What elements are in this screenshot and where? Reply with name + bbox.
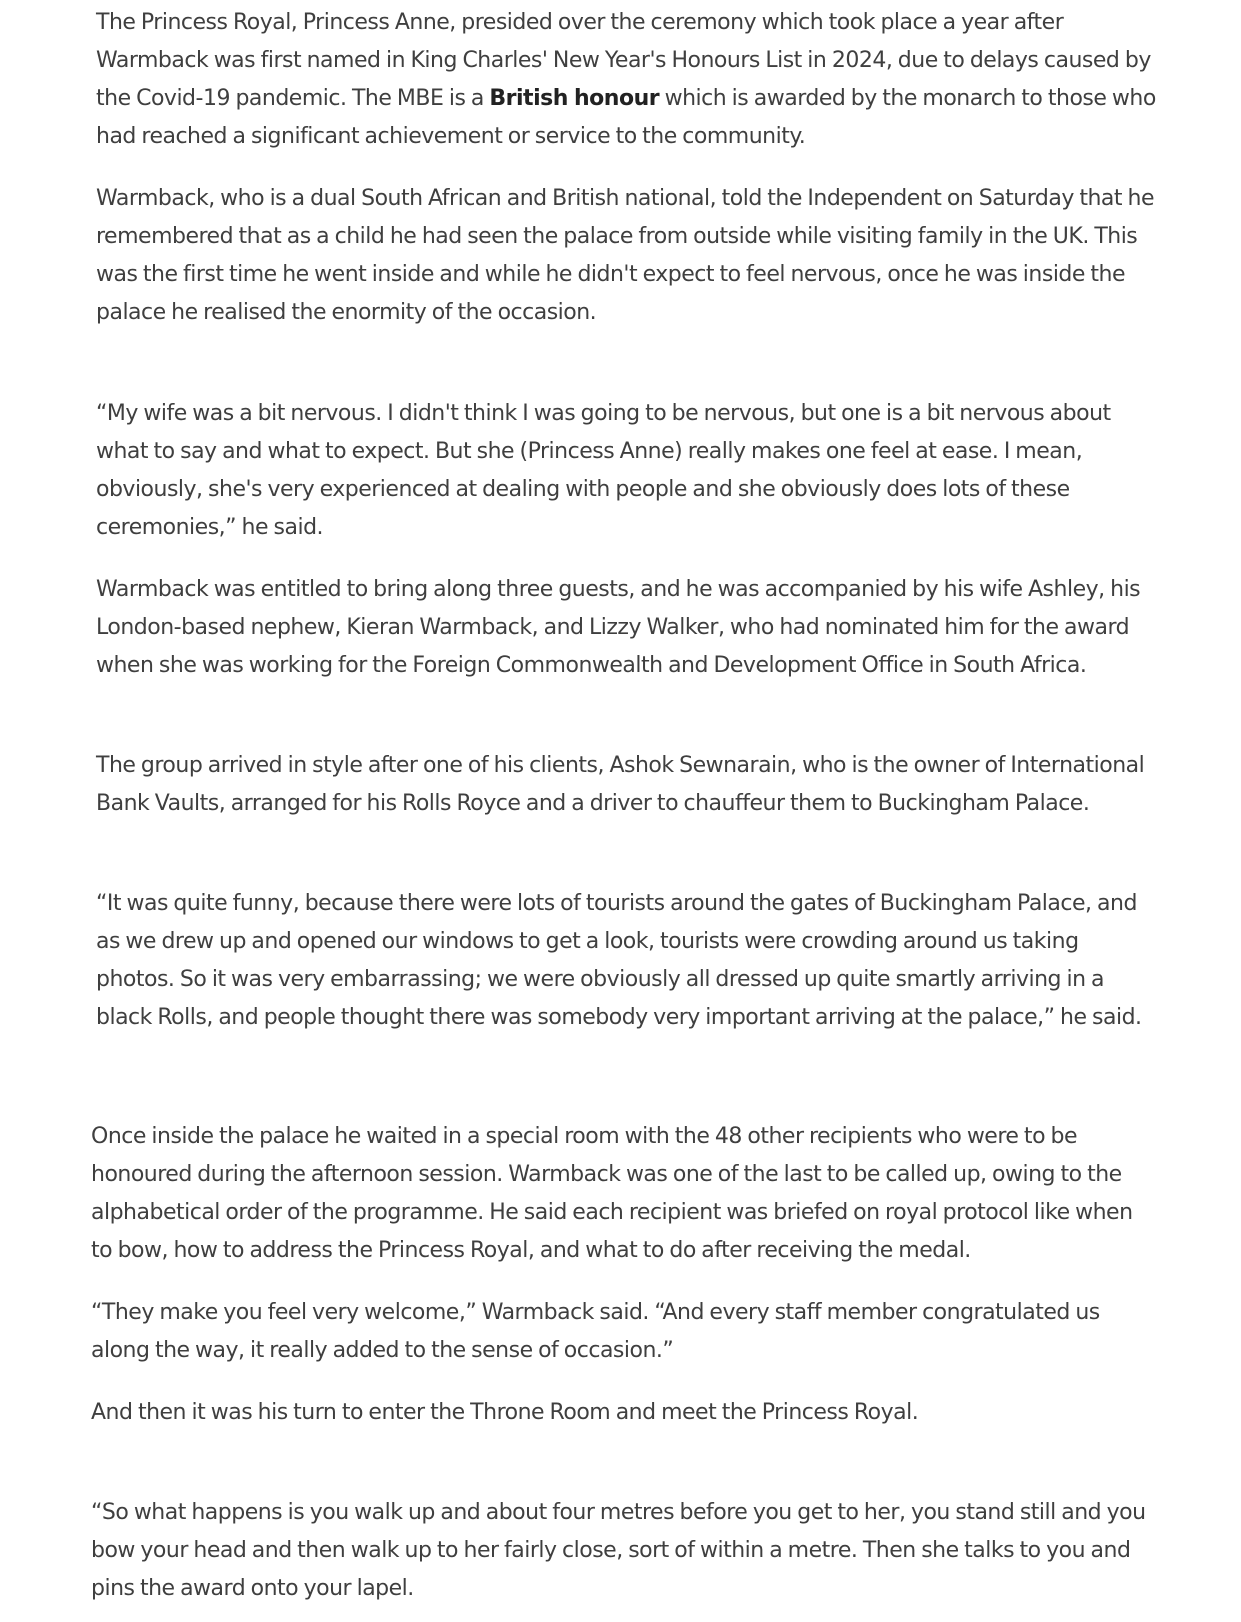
paragraph-quote-bow: “So what happens is you walk up and about four metres before you get to her, you stand still and you bow your head and then walk up to her fairly close, sort of within a metre. Then she talks to you and pins the award onto your lapel. [91,1500,1146,1601]
paragraph-ceremony [96,4,1156,156]
paragraph-guests: Warmback was entitled to bring along three guests, and he was accompanied by his wife Ashley, his London-based nephew, Kieran Warmback, and Lizzy Walker, who had nominated him for the award when she was working for the Foreign Commonwealth and Development Office in South Africa. [96,577,1141,678]
paragraph-throne-room: And then it was his turn to enter the Throne Room and meet the Princess Royal. [91,1400,919,1425]
paragraph-waiting-room: Once inside the palace he waited in a special room with the 48 other recipients who were to be honoured during the afternoon session. Warmback was one of the last to be called up, owing to the alphabetical order of the programme. He said each recipient was briefed on royal protocol like when to bow, how to address the Princess Royal, and what to do after receiving the medal. [91,1124,1133,1263]
paragraph-rolls-royce: The group arrived in style after one of his clients, Ashok Sewnarain, who is the owner of International Bank Vaults, arranged for his Rolls Royce and a driver to chauffeur them to Buckingham Palace. [96,753,1145,816]
british-honour-bold-link: British honour [489,86,660,111]
paragraph-quote-tourists: “It was quite funny, because there were lots of tourists around the gates of Buckingham Palace, and as we drew up and opened our windows to get a look, tourists were crowding around us taking photos. So it was very embarrassing; we were obviously all dressed up quite smartly arriving in a black Rolls, and people thought there was somebody very important arriving at the palace,” he said. [96,891,1142,1030]
paragraph-quote-welcome: “They make you feel very welcome,” Warmback said. “And every staff member congratulated us along the way, it really added to the sense of occasion.” [91,1300,1100,1363]
paragraph-text: The Princess Royal, Princess Anne, presided over the ceremony which took place a year after Warmback was first named in King Charles' New Year's Honours List in 2024, due to delays caused by the Covid-19 pandemic. The MBE is a [96,10,1151,111]
paragraph-quote-nervous: “My wife was a bit nervous. I didn't think I was going to be nervous, but one is a bit nervous about what to say and what to expect. But she (Princess Anne) really makes one feel at ease. I mean, obviously, she's very experienced at dealing with people and she obviously does lots of these ceremonies,” he said. [96,401,1111,540]
paragraph-text: which is awarded by the monarch to those who had reached a significant achievement or service to the community. [96,86,1156,149]
paragraph-dual-national: Warmback, who is a dual South African and British national, told the Independent on Saturday that he remembered that as a child he had seen the palace from outside while visiting family in the UK. This was the first time he went inside and while he didn't expect to feel nervous, once he was inside the palace he realised the enormity of the occasion. [96,186,1155,325]
